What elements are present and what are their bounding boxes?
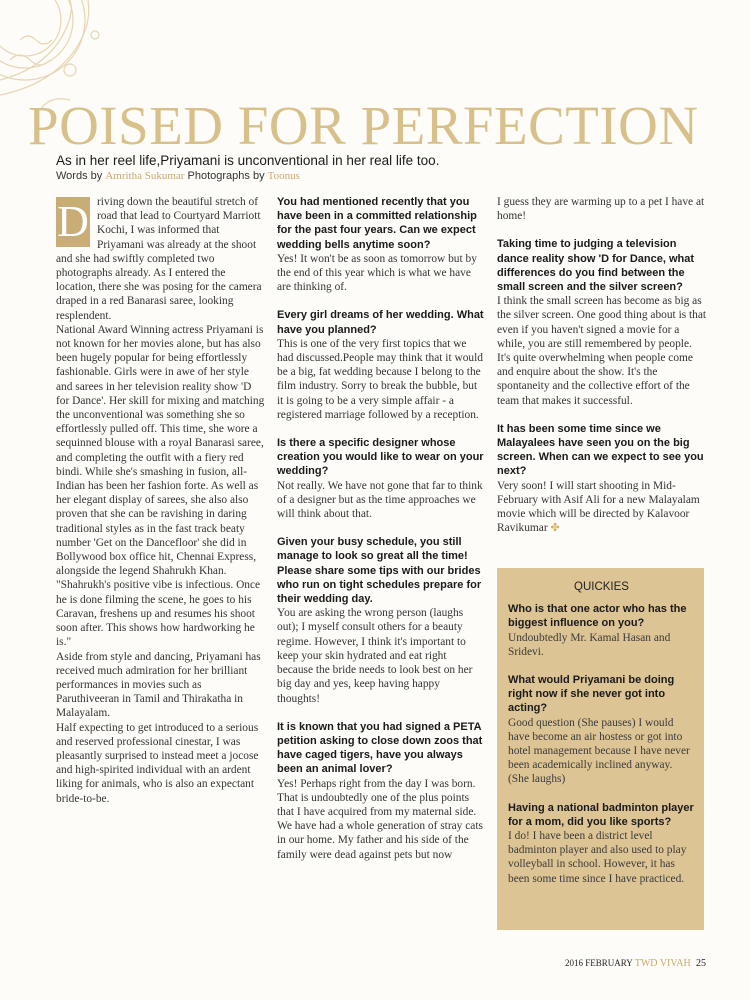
- interview-question: It has been some time since we Malayalees have seen you on the big screen. When can we expect to see you next?: [497, 422, 704, 478]
- interview-question: Taking time to judging a television dance reality show 'D for Dance, what differences do you find between the small screen and the silver screen?: [497, 238, 695, 294]
- interview-answer: You are asking the wrong person (laughs out); I myself consult others for a beauty regime. However, I think it's important to keep your skin hydrated and eat right because the bride needs to look best on her big day and yes, keep having happy thoughts!: [277, 607, 473, 705]
- quickies-box: [497, 568, 704, 930]
- quickies-answer: Undoubtedly Mr. Kamal Hasan and Sridevi.: [508, 631, 671, 658]
- article-title: POISED FOR PERFECTION: [28, 95, 699, 156]
- column-interview-continued: [497, 195, 707, 535]
- page-number: 25: [696, 958, 706, 969]
- column-interview: [277, 195, 485, 862]
- interview-answer: I think the small screen has become as big as the silver screen. One good thing about is that even if you haven't signed a movie for a while, you are still remembered by people. It's quite overwhelming when people come and enquire about the show. It's the spontaneity and the collective effort of the team that makes it successful.: [497, 295, 707, 407]
- quickies-question: What would Priyamani be doing right now if she never got into acting?: [508, 674, 675, 715]
- writer-name: Amritha Sukumar: [105, 170, 185, 182]
- quickies-answer: Good question (She pauses) I would have become an air hostess or got into hotel management because I have never been academically inclined anyway. (She laughs): [508, 716, 690, 786]
- interview-question: Is there a specific designer whose creation you would like to wear on your wedding?: [277, 437, 484, 478]
- photos-label: Photographs by: [187, 170, 265, 182]
- photographer-name: Toonus: [267, 170, 300, 182]
- interview-answer: This is one of the very first topics that we had discussed.People may think that it would be a big, fat wedding because I belong to the film industry. Sorry to break the bubble, but it is going to be a very simple affair - a registered marriage followed by a reception.: [277, 337, 483, 421]
- continuation-text: I guess they are warming up to a pet I have at home!: [497, 196, 705, 223]
- interview-answer: Yes! It won't be as soon as tomorrow but by the end of this year which is what we have are thinking of.: [277, 252, 477, 294]
- words-label: Words by: [56, 170, 103, 182]
- interview-question: Given your busy schedule, you still manage to look so great all the time! Please share some tips with our brides who run on tight schedules prepare for their wedding day.: [277, 536, 482, 606]
- interview-answer: Not really. We have not gone that far to think of a designer but as the time approaches we will think about that.: [277, 479, 483, 521]
- drop-cap: D: [57, 197, 89, 246]
- column-intro: [56, 195, 266, 806]
- article-subtitle: As in her reel life,Priyamani is unconventional in her real life too.: [56, 153, 440, 168]
- intro-paragraph-1-text: riving down the beautiful stretch of road that lead to Courtyard Marriott Kochi, I was informed that Priyamani was already at the shoot and she had swiftly completed two photographs already. As I entered the location, there she was posing for the camera draped in a red Banarasi saree, looking resplendent.: [56, 196, 262, 322]
- interview-answer-text: Very soon! I will start shooting in Mid-February with Asif Ali for a new Malayalam movie which will be directed by Kalavoor Ravikumar: [497, 479, 700, 535]
- byline: [56, 170, 300, 182]
- intro-paragraph-3: Aside from style and dancing, Priyamani has received much admiration for her brilliant performances in movies such as Paruthiveeran in Tamil and Thirakatha in Malayalam.: [56, 650, 261, 720]
- intro-paragraph-4: Half expecting to get introduced to a serious and reserved professional cinestar, I was pleasantly surprised to instead meet a jocose and high-spirited individual with an ardent liking for animals, who is also an expectant bride-to-be.: [56, 721, 259, 805]
- page-footer: [565, 958, 706, 969]
- issue-date: 2016 FEBRUARY: [565, 958, 633, 968]
- interview-answer: [497, 479, 707, 536]
- quickies-question: Who is that one actor who has the biggest influence on you?: [508, 603, 687, 630]
- interview-answer: Yes! Perhaps right from the day I was born. That is undoubtedly one of the plus points that I have acquired from my maternal side. We have had a whole generation of stray cats in our home. My father and his side of the family were dead against pets but now: [277, 777, 483, 861]
- publication-name: TWD VIVAH: [634, 958, 691, 969]
- interview-question: It is known that you had signed a PETA petition asking to close down zoos that have caged tigers, have you always been an animal lover?: [277, 720, 483, 776]
- interview-question: Every girl dreams of her wedding. What have you planned?: [277, 309, 484, 336]
- quickies-heading: QUICKIES: [574, 581, 629, 593]
- end-mark-icon: ✤: [550, 522, 560, 535]
- quickies-question: Having a national badminton player for a mom, did you like sports?: [508, 801, 694, 828]
- intro-paragraph-1: [56, 195, 266, 323]
- quickies-answer: I do! I have been a district level badminton player and also used to play volleyball in school. However, it has been some time since I have practiced.: [508, 830, 687, 885]
- intro-paragraph-2: National Award Winning actress Priyamani is not known for her movies alone, but has also been hugely popular for being effortlessly fashionable. Girls were in awe of her style and sarees in her television reality show 'D for Dance'. Her skill for mixing and matching the unconventional was something she so effortlessly pulled off. This time, she wore a sequinned blouse with a royal Banarasi saree, and completing the outfit with a fiery red bindi. While she's smashing in fusion, all-Indian has been her fashion forte. As well as her elegant display of sarees, she also also proven that she can be ravishing in daring traditional styles as in the fast track beaty number 'Get on the Dancefloor' she did in Bollywood box office hit, Chennai Express, alongside the legend Shahrukh Khan. "Shahrukh's positive vibe is infectious. Once he is done filming the scene, he goes to his Caravan, freshens up and resumes his shoot soon after. This shows how hardworking he is.": [56, 323, 265, 649]
- interview-question: You had mentioned recently that you have been in a committed relationship for the past four years. Can we expect wedding bells anytime soon?: [277, 196, 477, 251]
